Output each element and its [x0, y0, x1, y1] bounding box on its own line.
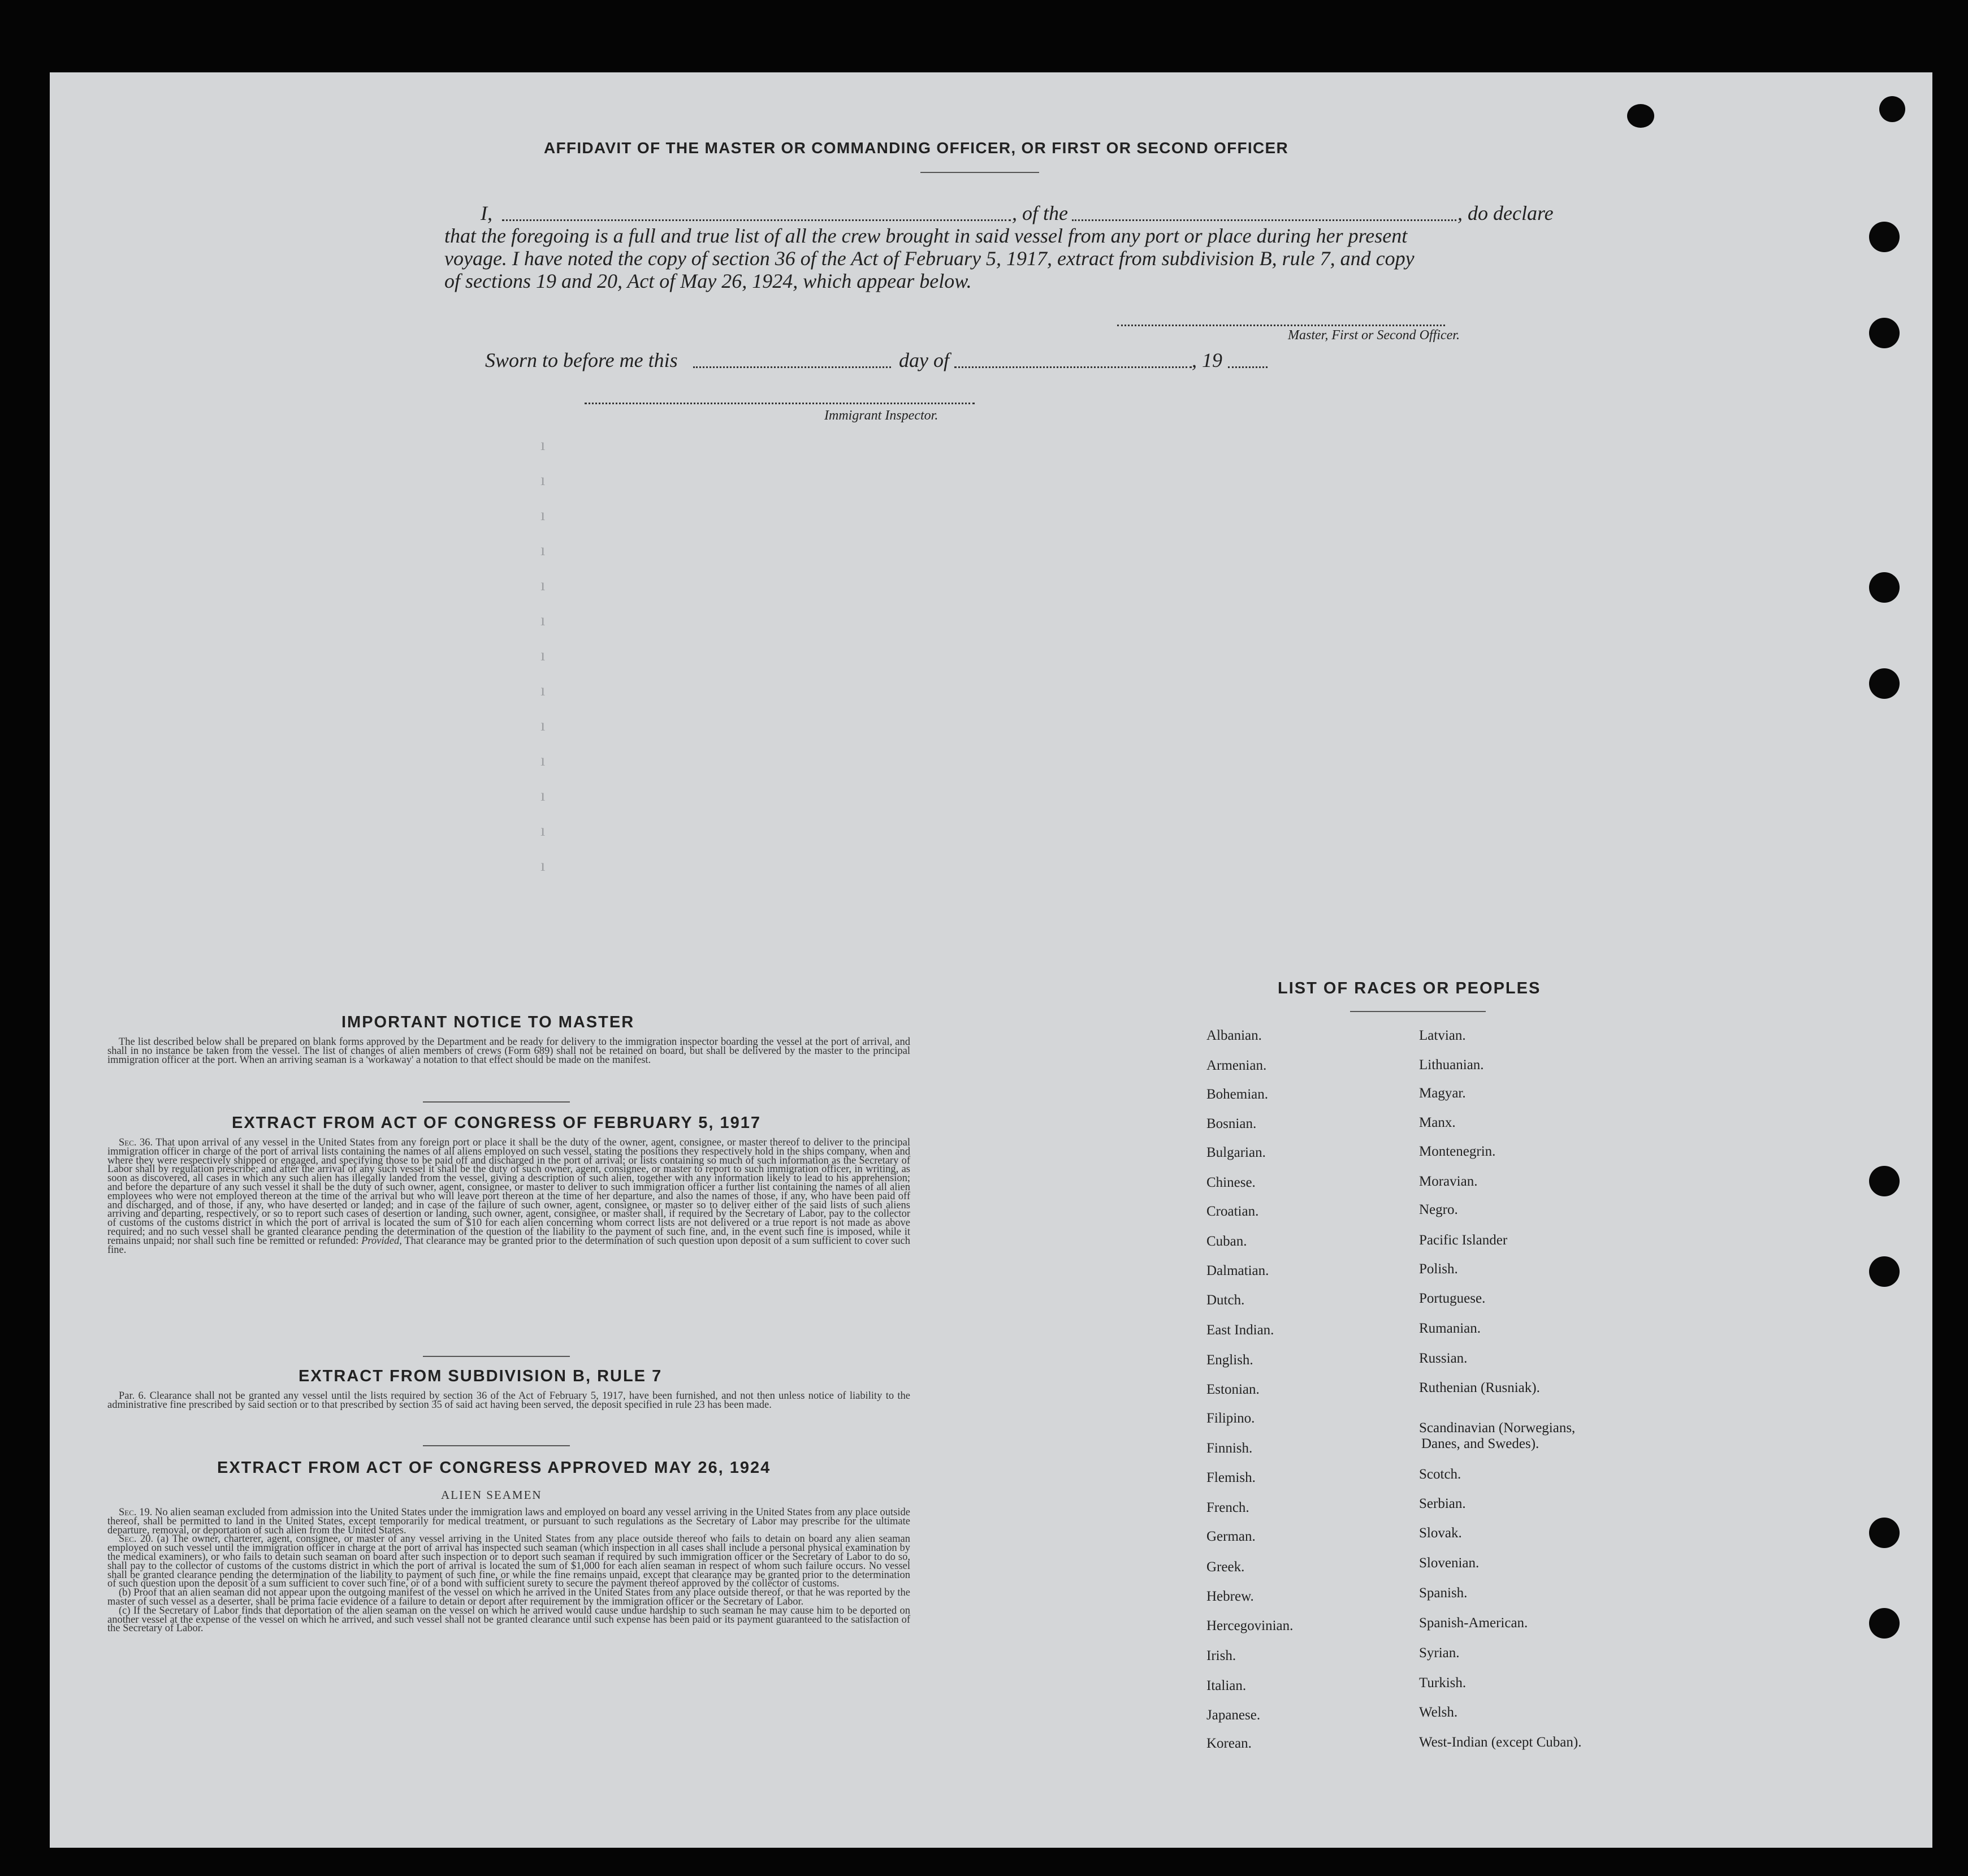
binder-hole: [1879, 96, 1905, 122]
race-item: Bohemian.: [1206, 1087, 1269, 1102]
race-item: Rumanian.: [1419, 1321, 1481, 1336]
race-item: Filipino.: [1206, 1411, 1255, 1426]
sec-20c-text: (c) If the Secretary of Labor finds that deportation of the alien seaman on the vessel on which he arrived would cause undue hardship to such seaman he may cause him to be deported on another vessel at the expense of the vessel on which he arrived, and such vessel shall not be granted clearance until such expense has been paid or its payment guaranteed to the satisfaction of the Secretary of Labor.: [107, 1605, 910, 1635]
document-page: [50, 72, 1932, 1848]
race-item: Turkish.: [1419, 1675, 1467, 1691]
race-item: Slovak.: [1419, 1525, 1462, 1541]
race-item: Dutch.: [1206, 1293, 1245, 1308]
binder-hole: [1869, 1518, 1900, 1548]
race-item: Japanese.: [1206, 1708, 1261, 1723]
race-item: Ruthenian (Rusniak).: [1419, 1380, 1540, 1395]
races-title: LIST OF RACES OR PEOPLES: [1278, 979, 1541, 997]
name-blank: [502, 219, 1011, 221]
sworn-date-blank: [693, 366, 891, 368]
extract-1917-title: EXTRACT FROM ACT OF CONGRESS OF FEBRUARY 5, 1917: [232, 1114, 762, 1132]
sworn-year-blank: [1228, 366, 1268, 368]
race-item: Manx.: [1419, 1115, 1456, 1130]
race-item: Dalmatian.: [1206, 1263, 1269, 1278]
race-item: Bulgarian.: [1206, 1145, 1266, 1160]
vessel-blank: [1072, 219, 1456, 221]
extract-1917-divider: [423, 1356, 570, 1357]
binder-hole: [1869, 572, 1900, 603]
race-item: Russian.: [1419, 1351, 1468, 1366]
master-signature-line: [1117, 325, 1445, 326]
affidavit-title: AFFIDAVIT OF THE MASTER OR COMMANDING OFFICER, OR FIRST OR SECOND OFFICER: [544, 139, 1289, 157]
affidavit-line-4: of sections 19 and 20, Act of May 26, 1924, which appear below.: [444, 270, 972, 292]
race-item: Latvian.: [1419, 1028, 1466, 1043]
notice-text: The list described below shall be prepared on blank forms approved by the Department and be ready for delivery to the immigration inspector boarding the vessel at the port of arrival, and shall in no instance be taken from the vessel. The list of changes of alien members of crews (Form 689) shall not be retained on board, but shall be delivered by the master to the principal immigration officer at the port. When an arriving seaman is a 'workaway' a notation to that effect should be made on the manifest.: [107, 1036, 910, 1066]
sworn-month-blank: [954, 366, 1192, 368]
race-item: Finnish.: [1206, 1441, 1253, 1456]
race-item: Portuguese.: [1419, 1291, 1486, 1306]
binder-hole: [1869, 1256, 1900, 1287]
race-item: Magyar.: [1419, 1086, 1466, 1101]
affidavit-line-3: voyage. I have noted the copy of section 36 of the Act of February 5, 1917, extract from subdivision B, rule 7, and copy: [444, 247, 1415, 270]
sworn-year: , 19: [1192, 349, 1222, 371]
race-item: Albanian.: [1206, 1028, 1262, 1043]
race-item: Scotch.: [1419, 1467, 1461, 1482]
provided-text: That clearance may be granted prior to the determination of such question upon deposit of a sum sufficient to cover such fine.: [107, 1235, 910, 1256]
race-item: Slovenian.: [1419, 1555, 1480, 1571]
race-item: Chinese.: [1206, 1175, 1256, 1190]
binder-hole: [1869, 222, 1900, 252]
race-item: Polish.: [1419, 1261, 1458, 1277]
sec-19-label: Sec. 19.: [119, 1507, 153, 1518]
race-item: Cuban.: [1206, 1234, 1247, 1249]
extract-1917-body: [107, 1139, 910, 1255]
race-item: Spanish.: [1419, 1585, 1468, 1601]
race-item: Greek.: [1206, 1559, 1245, 1575]
race-item: Scandinavian (Norwegians,: [1419, 1420, 1576, 1436]
notice-divider: [423, 1101, 570, 1103]
race-item: German.: [1206, 1529, 1256, 1544]
race-item: Syrian.: [1419, 1645, 1460, 1661]
sworn-prefix: Sworn to before me this: [485, 349, 678, 371]
sec-20b-text: (b) Proof that an alien seaman did not appear upon the outgoing manifest of the vessel on which he arrived in the United States from any place outside thereof, or that he was reported by the master of such vessel as a deserter, shall be prima facie evidence of a failure to detain or deport after requirement by the immigration officer or the Secretary of Labor.: [107, 1587, 910, 1607]
inspector-caption: Immigrant Inspector.: [824, 408, 938, 423]
race-item: Welsh.: [1419, 1705, 1458, 1720]
binder-hole: [1869, 1166, 1900, 1196]
race-item: Armenian.: [1206, 1058, 1267, 1073]
title-divider: [920, 172, 1039, 173]
subdivision-b-body: [107, 1392, 910, 1410]
notice-title: IMPORTANT NOTICE TO MASTER: [341, 1013, 635, 1031]
sec-20a-text: (a) The owner, charterer, agent, consignee, or master of any vessel arriving in the United States from any place outside thereof who fails to detain on board any alien seaman employed on such vessel until the immigration officer in charge at the port of arrival has inspected such seaman (which inspection in all cases shall include a personal physical examination by the medical examiners), or who fails to detain such seaman on board after such inspection or to deport such seaman if required by such immigration officer or the Secretary of Labor to do so, shall pay to the collector of customs of the customs district in which the port of arrival is located the sum of $1,000 for each alien seaman in respect of whom such failure occurs. No vessel shall be granted clearance pending the determination of the liability to payment of such fine, or while the fine remains unpaid, except that clearance may be granted prior to the determination of such question upon the deposit of a sum sufficient to cover such fine, or of a bond with sufficient surety to secure the payment thereof approved by the collector of customs.: [107, 1533, 910, 1590]
race-item: Spanish-American.: [1419, 1615, 1528, 1631]
race-item: English.: [1206, 1352, 1253, 1368]
race-item: Montenegrin.: [1419, 1144, 1496, 1159]
inspector-signature-line: [585, 403, 975, 404]
extract-1924-title: EXTRACT FROM ACT OF CONGRESS APPROVED MAY 26, 1924: [217, 1459, 771, 1477]
binder-hole: [1869, 1608, 1900, 1639]
races-divider: [1350, 1011, 1486, 1012]
binder-hole: [1627, 104, 1654, 128]
race-item: Danes, and Swedes).: [1421, 1436, 1539, 1451]
affidavit-i: I,: [481, 202, 492, 224]
subdivision-b-title: EXTRACT FROM SUBDIVISION B, RULE 7: [299, 1367, 663, 1385]
race-item: Serbian.: [1419, 1496, 1466, 1511]
affidavit-of-the: , of the: [1012, 202, 1068, 224]
race-item: Hebrew.: [1206, 1589, 1254, 1604]
race-item: Italian.: [1206, 1678, 1247, 1693]
race-item: Irish.: [1206, 1648, 1236, 1663]
race-item: West-Indian (except Cuban).: [1419, 1735, 1582, 1750]
race-item: Hercegovinian.: [1206, 1618, 1294, 1633]
sec-20-label: Sec. 20.: [119, 1533, 154, 1545]
extract-1924-body: [107, 1508, 910, 1633]
race-item: East Indian.: [1206, 1322, 1274, 1338]
affidavit-line-2: that the foregoing is a full and true list of all the crew brought in said vessel from any port or place during her present: [444, 224, 1408, 247]
race-item: Flemish.: [1206, 1470, 1256, 1485]
alien-seamen-subtitle: ALIEN SEAMEN: [441, 1488, 542, 1502]
binder-hole: [1869, 668, 1900, 699]
race-item: French.: [1206, 1500, 1249, 1515]
bleed-through-marks: ı ı ı ı ı ı ı ı ı ı ı ı ı: [540, 435, 546, 875]
sec-36-text: That upon arrival of any vessel in the United States from any foreign port or place it shall be the duty of the owner, agent, consignee, or master thereof to deliver to the principal immigration officer in charge of the port of arrival lists containing the names of all aliens employed on such vessel, stating the positions they respectively hold in the ships company, when and where they were respectively shipped or engaged, and specifying those to be paid off and discharged in the port of arrival; or lists containing so much of such information as the Secretary of Labor shall by regulation prescribe; and after the arrival of any such vessel it shall be the duty of such owner, agent, consignee, or master to report to such immigration officer, in writing, as soon as discovered, all cases in which any such alien has illegally landed from the vessel, giving a description of such alien, together with any information likely to lead to his apprehension; and before the departure of any such vessel it shall be the duty of such owner, agent, consignee, or master to deliver to such immigration officer a further list containing the names of all alien employees who were not employed thereon at the time of the arrival but who will leave port thereon at the time of her departure, and also the names of those, if any, who have been paid off and discharged, and of those, if any, who have deserted or landed; and in case of the failure of such owner, agent, consignee, or master so to deliver either of the said lists of such aliens arriving and departing, respectively, or so to report such cases of desertion or landing, such owner, agent, consignee, or master shall, if required by the Secretary of Labor, pay to the collector of customs of the customs district in which the port of arrival is located the sum of $10 for each alien concerning whom correct lists are not delivered or a true report is not made as above required; and no such vessel shall be granted clearance pending the determination of the question of the liability to the payment of such fine, and, in the event such fine is imposed, while it remains unpaid; nor shall such fine be remitted or refunded:: [107, 1137, 910, 1247]
notice-body: [107, 1038, 910, 1065]
sec-36-label: Sec. 36.: [119, 1137, 153, 1148]
race-item: Korean.: [1206, 1736, 1252, 1751]
race-item: Pacific Islander: [1419, 1233, 1508, 1248]
binder-hole: [1869, 318, 1900, 348]
sworn-day-of: day of: [899, 349, 949, 371]
sec-19-text: No alien seaman excluded from admission into the United States under the immigration laws and employed on board any vessel arriving in the United States from any place outside thereof, shall be permitted to land in the United States, except temporarily for medical treatment, or pursuant to such regulations as the Secretary of Labor may prescribe for the ultimate departure, removal, or deportation of such alien from the United States.: [107, 1507, 910, 1536]
subdivision-b-text: Par. 6. Clearance shall not be granted any vessel until the lists required by section 36 of the Act of February 5, 1917, have been furnished, and not then unless notice of liability to the administrative fine prescribed by said section or to that prescribed by section 35 of said act having been served, the deposit specified in rule 23 has been made.: [107, 1390, 910, 1411]
race-item: Lithuanian.: [1419, 1057, 1484, 1073]
race-item: Bosnian.: [1206, 1116, 1257, 1131]
master-caption: Master, First or Second Officer.: [1288, 328, 1460, 343]
race-item: Croatian.: [1206, 1204, 1259, 1219]
affidavit-declare: , do declare: [1457, 202, 1554, 224]
race-item: Moravian.: [1419, 1174, 1478, 1189]
subdivision-b-divider: [423, 1445, 570, 1446]
race-item: Estonian.: [1206, 1382, 1260, 1397]
race-item: Negro.: [1419, 1202, 1458, 1217]
provided-label: Provided,: [361, 1235, 402, 1247]
